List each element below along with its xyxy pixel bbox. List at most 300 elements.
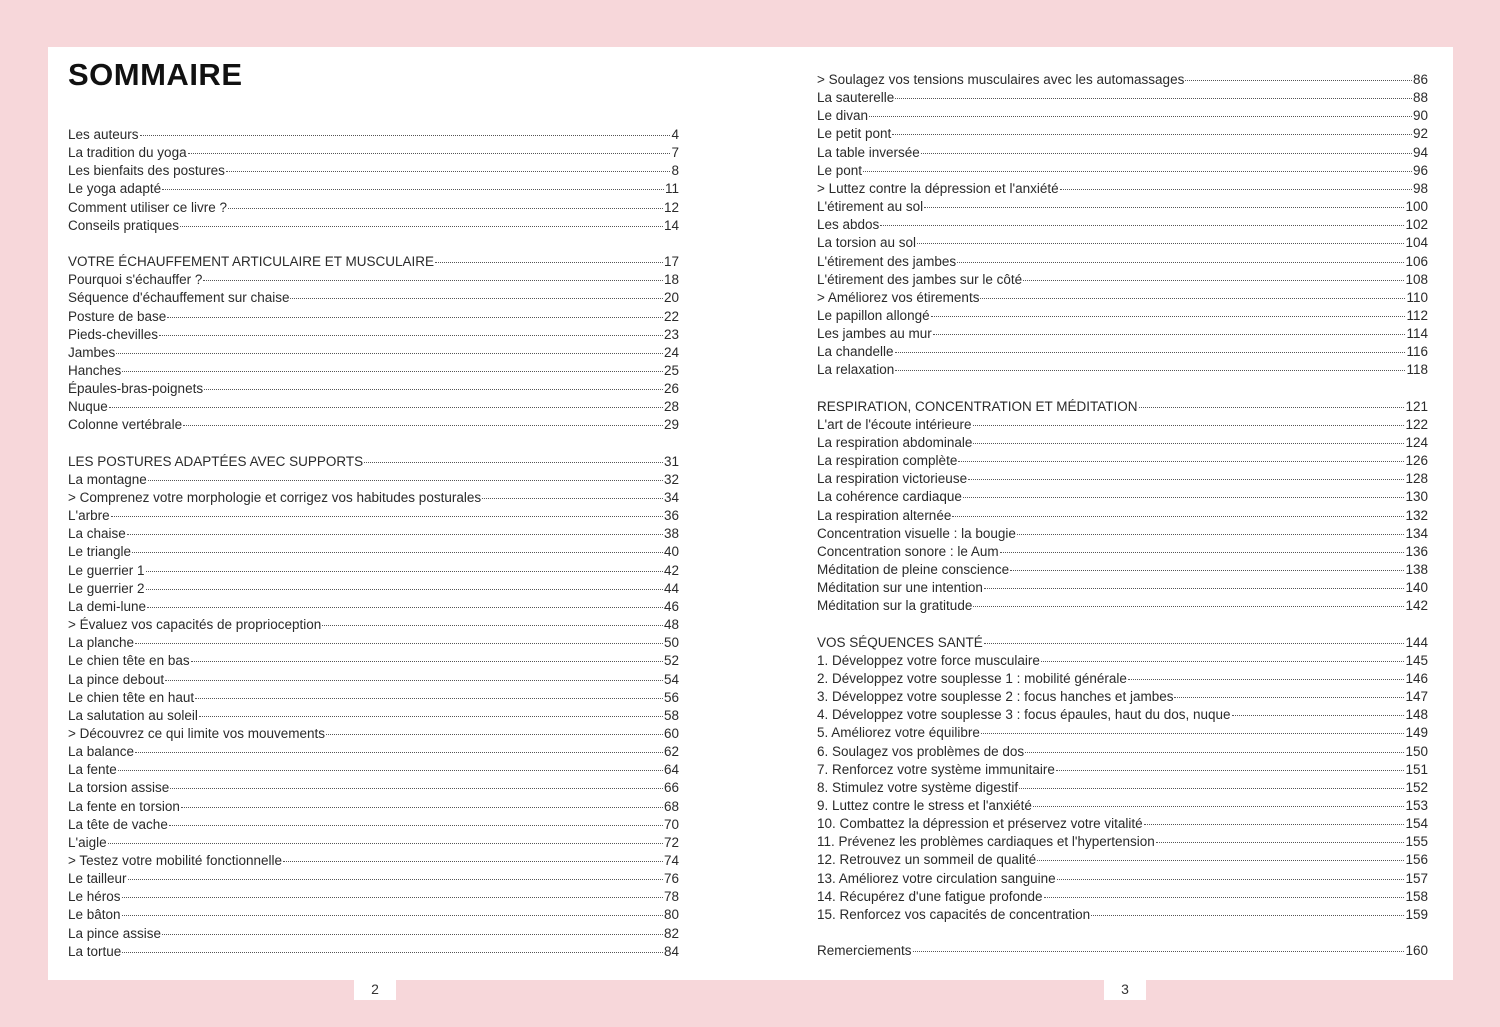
toc-entry: [68, 707, 679, 725]
toc-entry: [817, 398, 1428, 416]
toc-entry-title: Le petit pont: [817, 126, 892, 142]
dot-leader: [1139, 406, 1405, 408]
toc-entry-title: 10. Combattez la dépression et préservez votre vitalité: [817, 816, 1143, 832]
toc-entry: [68, 344, 679, 362]
toc-entry-page: 124: [1405, 435, 1428, 450]
toc-entry-title: La respiration complète: [817, 453, 958, 469]
toc-entry: [817, 870, 1428, 888]
toc-entry-title: Conseils pratiques: [68, 217, 180, 233]
dot-leader: [984, 587, 1405, 589]
dot-leader: [159, 334, 663, 336]
toc-entry-page: 144: [1405, 634, 1428, 650]
toc-entry: [817, 71, 1428, 89]
dot-leader: [180, 225, 663, 227]
toc-entry-title: Colonne vertébrale: [68, 417, 183, 433]
toc-entry: [817, 289, 1428, 307]
dot-leader: [973, 424, 1405, 426]
toc-entry-page: 50: [663, 635, 679, 651]
toc-entry-title: Le bâton: [68, 907, 121, 923]
dot-leader: [122, 370, 663, 372]
toc-entry-page: 70: [663, 816, 679, 832]
toc-entry-title: > Comprenez votre morphologie et corrigez vos habitudes posturales: [68, 490, 482, 505]
toc-entry-title: 4. Développez votre souplesse 3 : focus épaules, haut du dos, nuque: [817, 707, 1231, 723]
toc-entry-page: 22: [663, 308, 679, 324]
toc-entry-title: Le papillon allongé: [817, 307, 930, 323]
dot-leader: [984, 642, 1405, 644]
dot-leader: [199, 715, 663, 717]
toc-entry: [817, 634, 1428, 652]
dot-leader: [863, 170, 1412, 172]
toc-entry-title: Le pont: [817, 162, 863, 178]
toc-entry-title: > Soulagez vos tensions musculaires avec les automassages: [817, 72, 1185, 87]
toc-entry: [817, 452, 1428, 470]
toc-entry-title: L'étirement au sol: [817, 199, 924, 215]
toc-entry: [68, 543, 679, 561]
toc-entry-title: La table inversée: [817, 144, 920, 160]
toc-entry: [68, 126, 679, 144]
toc-entry: [817, 652, 1428, 670]
toc-entry-title: Concentration visuelle : la bougie: [817, 525, 1016, 541]
toc-entry-page: 136: [1405, 543, 1428, 559]
dot-leader: [109, 406, 663, 408]
dot-leader: [148, 479, 663, 481]
toc-entry: [68, 271, 679, 289]
dot-leader: [957, 261, 1404, 263]
toc-entry-page: 32: [663, 471, 679, 487]
toc-entry: [68, 380, 679, 398]
dot-leader: [895, 97, 1412, 99]
toc-entry: [68, 779, 679, 797]
toc-entry: [68, 398, 679, 416]
dot-leader: [135, 642, 663, 644]
dot-leader: [1033, 805, 1405, 807]
toc-entry-page: 84: [663, 943, 679, 959]
toc-entry-page: 106: [1405, 253, 1428, 269]
dot-leader: [111, 515, 663, 517]
toc-entry-page: 154: [1405, 816, 1428, 832]
toc-entry-title: 3. Développez votre souplesse 2 : focus hanches et jambes: [817, 689, 1174, 705]
toc-entry-page: 159: [1405, 906, 1428, 922]
dot-leader: [917, 242, 1404, 244]
toc-entry: [817, 488, 1428, 506]
toc-entry-page: 74: [663, 853, 679, 868]
toc-entry: [68, 580, 679, 598]
toc-entry: [68, 598, 679, 616]
dot-leader: [167, 316, 663, 318]
toc-entry-title: Méditation de pleine conscience: [817, 562, 1010, 578]
toc-entry-page: 145: [1405, 652, 1428, 668]
toc-entry-title: La planche: [68, 635, 135, 651]
toc-entry: [68, 253, 679, 271]
toc-entry-title: 7. Renforcez votre système immunitaire: [817, 761, 1055, 777]
toc-entry-page: 128: [1405, 471, 1428, 487]
toc-entry-page: 34: [663, 490, 679, 505]
dot-leader: [895, 351, 1406, 353]
dot-leader: [118, 769, 663, 771]
toc-entry-title: Le divan: [817, 108, 869, 124]
dot-leader: [895, 369, 1405, 371]
toc-entry-title: Les bienfaits des postures: [68, 163, 225, 179]
toc-entry-page: 116: [1406, 344, 1428, 360]
toc-entry: [68, 689, 679, 707]
toc-entry-page: 112: [1406, 307, 1428, 323]
dot-leader: [1000, 551, 1405, 553]
toc-entry: [68, 870, 679, 888]
dot-leader: [122, 896, 663, 898]
toc-entry-title: La demi-lune: [68, 598, 147, 614]
toc-entry: [817, 325, 1428, 343]
toc-entry-page: 40: [663, 544, 679, 560]
dot-leader: [116, 352, 663, 354]
dot-leader: [128, 878, 663, 880]
toc-entry-title: Les auteurs: [68, 127, 139, 142]
toc-entry-title: > Luttez contre la dépression et l'anxiété: [817, 180, 1059, 196]
toc-entry: [68, 888, 679, 906]
toc-entry: [817, 361, 1428, 379]
toc-entry: [817, 507, 1428, 525]
toc-entry-title: Comment utiliser ce livre ?: [68, 199, 228, 215]
toc-entry-title: Pieds-chevilles: [68, 326, 159, 342]
toc-entry-page: 24: [663, 344, 679, 360]
toc-entry-page: 140: [1405, 580, 1428, 596]
toc-entry-title: 8. Stimulez votre système digestif: [817, 779, 1019, 795]
toc-entry-page: 152: [1405, 779, 1428, 795]
toc-entry-title: 14. Récupérez d'une fatigue profonde: [817, 888, 1043, 904]
toc-entry-title: Le guerrier 1: [68, 562, 145, 578]
toc-entry-page: 149: [1405, 725, 1428, 741]
toc-entry-page: 88: [1412, 90, 1428, 106]
toc-entry: [68, 562, 679, 580]
toc-entry-page: 60: [663, 725, 679, 741]
toc-entry: [817, 833, 1428, 851]
toc-entry-page: 92: [1412, 126, 1428, 142]
toc-entry: [817, 851, 1428, 869]
toc-entry-page: 82: [663, 925, 679, 941]
toc-entry-page: 158: [1405, 888, 1428, 904]
toc-entry-title: La chaise: [68, 526, 126, 542]
toc-entry-page: 52: [663, 653, 679, 669]
dot-leader: [968, 478, 1404, 480]
toc-entry: [817, 815, 1428, 833]
dot-leader: [913, 950, 1405, 952]
toc-entry: [68, 943, 679, 961]
page-number-right: 3: [1104, 978, 1146, 1000]
toc-entry-page: 17: [663, 254, 679, 270]
toc-entry-title: L'aigle: [68, 834, 107, 850]
toc-entry-title: Nuque: [68, 399, 108, 415]
dot-leader: [1037, 859, 1404, 861]
toc-entry: [817, 271, 1428, 289]
toc-entry-page: 38: [663, 526, 679, 542]
toc-entry-page: 147: [1405, 689, 1428, 705]
dot-leader: [1060, 188, 1412, 190]
toc-entry-title: Remerciements: [817, 943, 912, 959]
toc-entry: [817, 253, 1428, 271]
toc-entry-title: La respiration alternée: [817, 507, 952, 523]
toc-entry-page: 160: [1405, 943, 1428, 959]
toc-entry-page: 94: [1412, 144, 1428, 160]
toc-entry: [817, 470, 1428, 488]
toc-entry-page: 23: [663, 326, 679, 342]
dot-leader: [181, 806, 663, 808]
toc-entry-title: 2. Développez votre souplesse 1 : mobilité générale: [817, 670, 1127, 686]
toc-entry-title: Hanches: [68, 362, 122, 378]
dot-leader: [290, 297, 662, 299]
toc-entry-page: 96: [1412, 162, 1428, 178]
toc-entry-page: 153: [1405, 798, 1428, 813]
toc-entry-title: Les jambes au mur: [817, 326, 932, 342]
toc-entry-title: Le triangle: [68, 544, 132, 560]
dot-leader: [931, 315, 1406, 317]
toc-entry: [68, 217, 679, 235]
toc-entry: [817, 706, 1428, 724]
dot-leader: [1232, 714, 1405, 716]
dot-leader: [165, 679, 663, 681]
toc-entry: [68, 453, 679, 471]
toc-entry: [817, 198, 1428, 216]
toc-entry-page: 64: [663, 762, 679, 778]
dot-leader: [322, 624, 663, 626]
toc-entry: [817, 89, 1428, 107]
toc-entry: [817, 125, 1428, 143]
toc-entry-page: 4: [671, 127, 679, 142]
dot-leader: [1144, 823, 1405, 825]
toc-entry: [68, 761, 679, 779]
dot-leader: [170, 787, 663, 789]
toc-entry-page: 118: [1406, 362, 1428, 378]
dot-leader: [108, 842, 663, 844]
toc-entry-page: 80: [663, 907, 679, 923]
toc-entry-page: 98: [1412, 180, 1428, 196]
toc-entry-title: 13. Améliorez votre circulation sanguine: [817, 870, 1056, 886]
toc-entry-page: 122: [1405, 416, 1428, 432]
toc-entry-page: 58: [663, 707, 679, 723]
toc-entry: [817, 797, 1428, 815]
toc-entry-page: 66: [663, 780, 679, 796]
toc-entry: [68, 925, 679, 943]
dot-leader: [228, 207, 663, 209]
toc-entry: [817, 307, 1428, 325]
toc-entry-title: 5. Améliorez votre équilibre: [817, 725, 980, 741]
dot-leader: [1174, 696, 1404, 698]
toc-entry: [68, 144, 679, 162]
dot-leader: [1091, 914, 1404, 916]
toc-entry: [817, 107, 1428, 125]
toc-entry: [68, 834, 679, 852]
dot-leader: [880, 224, 1404, 226]
dot-leader: [135, 751, 663, 753]
toc-entry-title: La relaxation: [817, 362, 895, 378]
toc-entry-page: 138: [1405, 562, 1428, 578]
dot-leader: [140, 134, 671, 136]
dot-leader: [435, 261, 663, 263]
toc-entry: [817, 724, 1428, 742]
toc-entry-title: > Évaluez vos capacités de proprioception: [68, 617, 322, 633]
toc-entry-page: 148: [1405, 707, 1428, 723]
toc-entry: [68, 634, 679, 652]
toc-entry-title: La pince assise: [68, 925, 162, 941]
dot-leader: [364, 461, 663, 463]
toc-entry-title: VOTRE ÉCHAUFFEMENT ARTICULAIRE ET MUSCULAIRE: [68, 254, 435, 270]
toc-entry-title: > Testez votre mobilité fonctionnelle: [68, 853, 282, 868]
toc-entry-title: Le tailleur: [68, 871, 127, 887]
toc-entry-title: L'étirement des jambes: [817, 253, 957, 269]
toc-entry-page: 156: [1405, 852, 1428, 868]
toc-entry-page: 36: [663, 508, 679, 524]
toc-entry-title: L'art de l'écoute intérieure: [817, 416, 972, 432]
toc-entry: [68, 471, 679, 489]
toc-entry-title: La fente en torsion: [68, 798, 180, 814]
toc-entry: [68, 852, 679, 870]
dot-leader: [1010, 569, 1404, 571]
toc-entry-page: 114: [1406, 326, 1428, 342]
toc-entry-title: La tête de vache: [68, 816, 168, 832]
toc-entry: [817, 162, 1428, 180]
toc-entry-page: 72: [663, 834, 679, 850]
dot-leader: [482, 497, 663, 499]
dot-leader: [1019, 787, 1404, 789]
toc-entry-page: 76: [663, 871, 679, 887]
toc-entry-title: La respiration abdominale: [817, 435, 973, 450]
toc-entry: [68, 652, 679, 670]
toc-entry-title: La tortue: [68, 943, 122, 959]
toc-entry-page: 151: [1405, 761, 1428, 777]
toc-entry-page: 126: [1405, 453, 1428, 469]
toc-entry-page: 132: [1405, 507, 1428, 523]
toc-entry: [817, 743, 1428, 761]
toc-entry-page: 12: [663, 199, 679, 215]
dot-leader: [1156, 841, 1405, 843]
dot-leader: [869, 115, 1412, 117]
toc-entry: [68, 816, 679, 834]
toc-entry-page: 150: [1405, 743, 1428, 759]
toc-entry-page: 102: [1405, 217, 1428, 233]
toc-entry-page: 104: [1405, 235, 1428, 251]
toc-entry-title: La salutation au soleil: [68, 707, 198, 723]
dot-leader: [980, 297, 1405, 299]
toc-entry-title: 6. Soulagez vos problèmes de dos: [817, 743, 1025, 759]
toc-entry-page: 155: [1405, 834, 1428, 850]
toc-entry: [817, 779, 1428, 797]
toc-entry-page: 56: [663, 689, 679, 705]
toc-entry-title: L'étirement des jambes sur le côté: [817, 271, 1023, 287]
dot-leader: [921, 152, 1412, 154]
dot-leader: [1057, 878, 1405, 880]
toc-entry-page: 20: [663, 290, 679, 306]
dot-leader: [952, 515, 1404, 517]
toc-entry-page: 108: [1405, 271, 1428, 287]
toc-entry-title: RESPIRATION, CONCENTRATION ET MÉDITATION: [817, 398, 1138, 414]
toc-entry-title: Méditation sur une intention: [817, 580, 983, 596]
toc-entry-page: 121: [1405, 398, 1428, 414]
toc-entry: [817, 216, 1428, 234]
toc-entry-page: 26: [663, 381, 679, 397]
dot-leader: [203, 279, 663, 281]
toc-entry: [68, 743, 679, 761]
toc-entry: [817, 579, 1428, 597]
toc-entry-title: La montagne: [68, 471, 147, 487]
toc-entry: [68, 616, 679, 634]
toc-entry-page: 11: [664, 181, 679, 197]
dot-leader: [1128, 678, 1405, 680]
toc-entry: [817, 942, 1428, 960]
dot-leader: [146, 588, 663, 590]
toc-entry: [817, 180, 1428, 198]
toc-entry: [68, 525, 679, 543]
toc-entry-page: 8: [671, 163, 679, 179]
dot-leader: [183, 424, 663, 426]
toc-entry-title: 12. Retrouvez un sommeil de qualité: [817, 852, 1037, 868]
toc-entry-page: 29: [663, 417, 679, 433]
toc-entry: [68, 416, 679, 434]
toc-entry-title: 15. Renforcez vos capacités de concentration: [817, 906, 1091, 922]
dot-leader: [188, 152, 671, 154]
book-spread: [48, 47, 1453, 980]
toc-entry-title: Méditation sur la gratitude: [817, 598, 973, 614]
toc-entry: [817, 144, 1428, 162]
toc-entry-title: La sauterelle: [817, 90, 895, 106]
dot-leader: [162, 188, 664, 190]
toc-entry: [817, 525, 1428, 543]
dot-leader: [1025, 751, 1404, 753]
toc-entry-page: 86: [1412, 72, 1428, 87]
toc-entry: [68, 326, 679, 344]
toc-entry: [68, 725, 679, 743]
toc-entry-title: > Découvrez ce qui limite vos mouvements: [68, 725, 325, 741]
dot-leader: [326, 733, 663, 735]
toc-entry-title: Le héros: [68, 889, 121, 905]
dot-leader: [973, 605, 1404, 607]
toc-entry: [68, 162, 679, 180]
toc-entry-title: Séquence d'échauffement sur chaise: [68, 290, 290, 306]
toc-entry-page: 25: [663, 362, 679, 378]
dot-leader: [981, 732, 1405, 734]
toc-entry: [817, 416, 1428, 434]
toc-entry-page: 14: [663, 217, 679, 233]
toc-entry: [68, 906, 679, 924]
dot-leader: [122, 914, 663, 916]
toc-entry-page: 146: [1405, 670, 1428, 686]
toc-entry-page: 134: [1405, 525, 1428, 541]
toc-entry-title: L'arbre: [68, 508, 110, 524]
dot-leader: [226, 170, 671, 172]
toc-entry-page: 18: [663, 272, 679, 288]
toc-entry-page: 54: [663, 671, 679, 687]
toc-entry: [817, 688, 1428, 706]
toc-entry: [817, 597, 1428, 615]
dot-leader: [162, 933, 663, 935]
toc-entry-title: Les abdos: [817, 217, 880, 233]
toc-entry-page: 110: [1406, 289, 1428, 305]
toc-entry-title: 1. Développez votre force musculaire: [817, 652, 1040, 668]
dot-leader: [132, 551, 663, 553]
toc-entry-page: 90: [1412, 108, 1428, 124]
page-number-left: 2: [354, 978, 396, 1000]
dot-leader: [958, 460, 1404, 462]
toc-entry-title: Concentration sonore : le Aum: [817, 543, 999, 559]
toc-entry: [68, 180, 679, 198]
toc-entry-title: Pourquoi s'échauffer ?: [68, 272, 203, 288]
toc-entry-title: La cohérence cardiaque: [817, 489, 962, 505]
dot-leader: [147, 606, 663, 608]
dot-leader: [1056, 769, 1405, 771]
toc-entry: [68, 199, 679, 217]
toc-entry: [68, 489, 679, 507]
toc-entry-title: LES POSTURES ADAPTÉES AVEC SUPPORTS: [68, 453, 364, 469]
dot-leader: [127, 533, 663, 535]
toc-entry-title: La balance: [68, 744, 135, 760]
dot-leader: [1023, 279, 1404, 281]
